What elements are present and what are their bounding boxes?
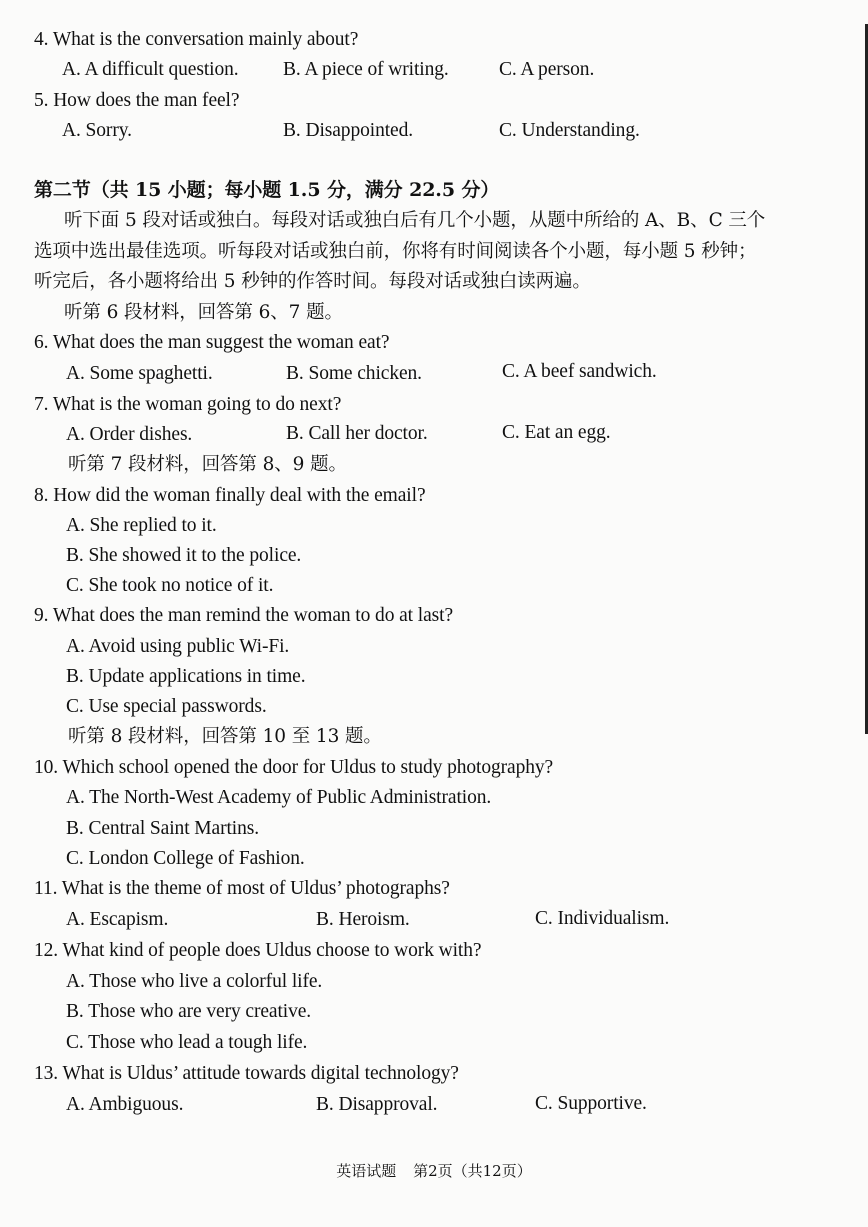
q4-option-a: A. A difficult question. — [62, 59, 239, 80]
q10-option-b: B. Central Saint Martins. — [66, 818, 260, 839]
question-5: 5. How does the man feel? — [34, 90, 240, 111]
question-12: 12. What kind of people does Uldus choose to work with? — [34, 940, 482, 961]
q12-option-a: A. Those who live a colorful life. — [66, 971, 323, 992]
q6-option-c: C. A beef sandwich. — [502, 361, 657, 382]
instruction-line-2: 选项中选出最佳选项。听每段对话或独白前，你将有时间阅读各个小题，每小题 5 秒钟； — [34, 241, 757, 262]
page-footer — [0, 1160, 868, 1181]
q8-option-c: C. She took no notice of it. — [66, 575, 274, 596]
section-heading: 第二节（共 15 小题；每小题 1.5 分，满分 22.5 分） — [34, 179, 500, 201]
q6-option-a: A. Some spaghetti. — [66, 363, 213, 384]
question-11: 11. What is the theme of most of Uldus’ photographs? — [34, 878, 450, 899]
q7-option-b: B. Call her doctor. — [286, 423, 428, 444]
material-8: 听第 8 段材料，回答第 10 至 13 题。 — [68, 726, 382, 747]
instruction-line-1: 听下面 5 段对话或独白。每段对话或独白后有几个小题，从题中所给的 A、B、C 三个 — [64, 210, 766, 231]
question-13: 13. What is Uldus’ attitude towards digital technology? — [34, 1063, 459, 1084]
question-6: 6. What does the man suggest the woman eat? — [34, 332, 390, 353]
q11-option-a: A. Escapism. — [66, 909, 169, 930]
question-10: 10. Which school opened the door for Uldus to study photography? — [34, 757, 554, 778]
q9-option-a: A. Avoid using public Wi-Fi. — [66, 636, 290, 657]
question-8: 8. How did the woman finally deal with the email? — [34, 485, 426, 506]
q8-option-a: A. She replied to it. — [66, 515, 217, 536]
question-7: 7. What is the woman going to do next? — [34, 394, 342, 415]
q4-option-c: C. A person. — [499, 59, 595, 80]
q13-option-a: A. Ambiguous. — [66, 1094, 184, 1115]
q5-option-b: B. Disappointed. — [283, 120, 414, 141]
q10-option-c: C. London College of Fashion. — [66, 848, 305, 869]
q12-option-c: C. Those who lead a tough life. — [66, 1032, 308, 1053]
question-9: 9. What does the man remind the woman to do at last? — [34, 605, 454, 626]
q10-option-a: A. The North-West Academy of Public Administration. — [66, 787, 492, 808]
q5-option-c: C. Understanding. — [499, 120, 640, 141]
q7-option-a: A. Order dishes. — [66, 424, 193, 445]
q4-option-b: B. A piece of writing. — [283, 59, 449, 80]
footer-subject: 英语试题 — [336, 1162, 397, 1180]
q8-option-b: B. She showed it to the police. — [66, 545, 302, 566]
q7-option-c: C. Eat an egg. — [502, 422, 611, 443]
q9-option-b: B. Update applications in time. — [66, 666, 306, 687]
question-4: 4. What is the conversation mainly about? — [34, 29, 359, 50]
instruction-line-3: 听完后，各小题将给出 5 秒钟的作答时间。每段对话或独白读两遍。 — [34, 271, 591, 292]
material-7: 听第 7 段材料，回答第 8、9 题。 — [68, 454, 347, 475]
q6-option-b: B. Some chicken. — [286, 363, 422, 384]
footer-page-number: 第2页（共12页） — [413, 1162, 532, 1180]
q11-option-b: B. Heroism. — [316, 909, 410, 930]
material-6: 听第 6 段材料，回答第 6、7 题。 — [64, 302, 343, 323]
q5-option-a: A. Sorry. — [62, 120, 132, 141]
q13-option-c: C. Supportive. — [535, 1093, 647, 1114]
q9-option-c: C. Use special passwords. — [66, 696, 267, 717]
q11-option-c: C. Individualism. — [535, 908, 670, 929]
q13-option-b: B. Disapproval. — [316, 1094, 438, 1115]
q12-option-b: B. Those who are very creative. — [66, 1001, 312, 1022]
